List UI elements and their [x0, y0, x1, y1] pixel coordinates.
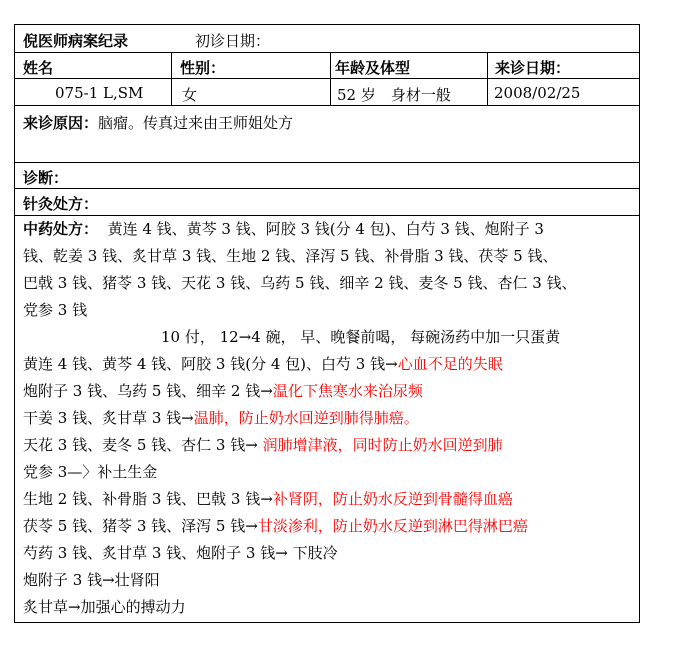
gender-header-cell — [172, 53, 331, 78]
herb-note-herbs: 炮附子 3 钱→壮肾阳 — [23, 571, 160, 589]
acupuncture-row — [15, 189, 639, 216]
patient-value-row — [15, 79, 639, 106]
herbal-list-line: 巴戟 3 钱、猪苓 3 钱、天花 3 钱、乌药 5 钱、细辛 2 钱、麦冬 5 钱、杏仁 3 钱、 — [23, 274, 577, 292]
patient-id: 075-1 L,SM — [55, 84, 144, 102]
reason-label: 来诊原因： — [23, 114, 99, 132]
herb-note-herbs: 党参 3—〉补土生金 — [23, 463, 158, 481]
diagnosis-row — [15, 163, 639, 189]
herb-note-herbs: 天花 3 钱、麦冬 5 钱、杏仁 3 钱→ — [23, 436, 263, 454]
herb-note-herbs: 黄连 4 钱、黄芩 4 钱、阿胶 3 钱(分 4 包)、白芍 3 钱→ — [23, 355, 398, 373]
title-row — [15, 25, 639, 53]
herb-note-herbs: 干姜 3 钱、炙甘草 3 钱→ — [23, 409, 194, 427]
name-header: 姓名 — [23, 59, 54, 77]
herb-note — [23, 517, 528, 535]
acupuncture-label: 针灸处方： — [23, 195, 99, 213]
name-header-cell — [15, 53, 172, 78]
patient-header-row — [15, 53, 639, 79]
herb-note-herbs: 芍药 3 钱、炙甘草 3 钱、炮附子 3 钱→ 下肢冷 — [23, 544, 338, 562]
visit-date-header: 来诊日期： — [495, 59, 571, 77]
age-body-header-cell — [331, 53, 488, 78]
herb-note-effect: 补肾阴，防止奶水反逆到骨髓得血癌 — [272, 490, 513, 508]
reason-text: 脑瘤。传真过来由王师姐处方 — [98, 114, 294, 132]
visit-date-value-cell — [488, 79, 639, 105]
herb-note-herbs: 茯苓 5 钱、猪苓 3 钱、泽泻 5 钱→ — [23, 517, 258, 535]
reason-row — [15, 106, 639, 163]
herb-note-herbs: 生地 2 钱、补骨脂 3 钱、巴戟 3 钱→ — [23, 490, 273, 508]
herb-note — [23, 598, 186, 616]
herb-note — [23, 490, 513, 508]
gender-header: 性别： — [180, 59, 226, 77]
herb-note-effect: 甘淡渗利，防止奶水反逆到淋巴得淋巴癌 — [257, 517, 528, 535]
herb-note — [23, 355, 503, 373]
herb-note-effect: 温肺，防止奶水回逆到肺得肺癌。 — [193, 409, 419, 427]
record-title: 倪医师病案纪录 — [23, 32, 129, 50]
herb-note — [23, 571, 160, 589]
herbal-list-line: 党参 3 钱 — [23, 301, 88, 319]
herb-note — [23, 436, 503, 454]
herb-note-effect: 心血不足的失眠 — [397, 355, 503, 373]
first-visit-date-label: 初诊日期： — [195, 32, 271, 50]
age-body-header: 年龄及体型 — [335, 59, 411, 77]
case-record-table — [14, 24, 640, 623]
herbal-line-1 — [23, 220, 544, 238]
herbal-label: 中药处方： — [23, 220, 99, 238]
herb-note-herbs: 炮附子 3 钱、乌药 5 钱、细辛 2 钱→ — [23, 382, 273, 400]
herbal-section — [15, 216, 639, 622]
herb-note — [23, 544, 338, 562]
herb-note-effect: 润肺增津液，同时防止奶水回逆到肺 — [262, 436, 503, 454]
age-body-value-cell — [331, 79, 488, 105]
visit-date-header-cell — [488, 53, 639, 78]
herb-note — [23, 382, 423, 400]
herbal-list-line: 黄连 4 钱、黄芩 3 钱、阿胶 3 钱(分 4 包)、白芍 3 钱、炮附子 3 — [107, 220, 544, 238]
gender-value: 女 — [182, 86, 198, 104]
name-value-cell — [15, 79, 172, 105]
visit-date-value: 2008/02/25 — [494, 84, 581, 102]
diagnosis-label: 诊断： — [23, 169, 69, 187]
gender-value-cell — [172, 79, 331, 105]
herb-note — [23, 463, 157, 481]
age-body-value: 52 岁 身材一般 — [337, 86, 451, 104]
herb-note-effect: 温化下焦寒水来治尿频 — [272, 382, 423, 400]
dosage-instructions: 10 付， 12→4 碗， 早、晚餐前喝， 每碗汤药中加一只蛋黄 — [161, 328, 561, 346]
herb-note — [23, 409, 419, 427]
herb-note-herbs: 炙甘草→加强心的搏动力 — [23, 598, 186, 616]
herbal-list-line: 钱、乾姜 3 钱、炙甘草 3 钱、生地 2 钱、泽泻 5 钱、补骨脂 3 钱、茯苓 5 钱、 — [23, 247, 558, 265]
